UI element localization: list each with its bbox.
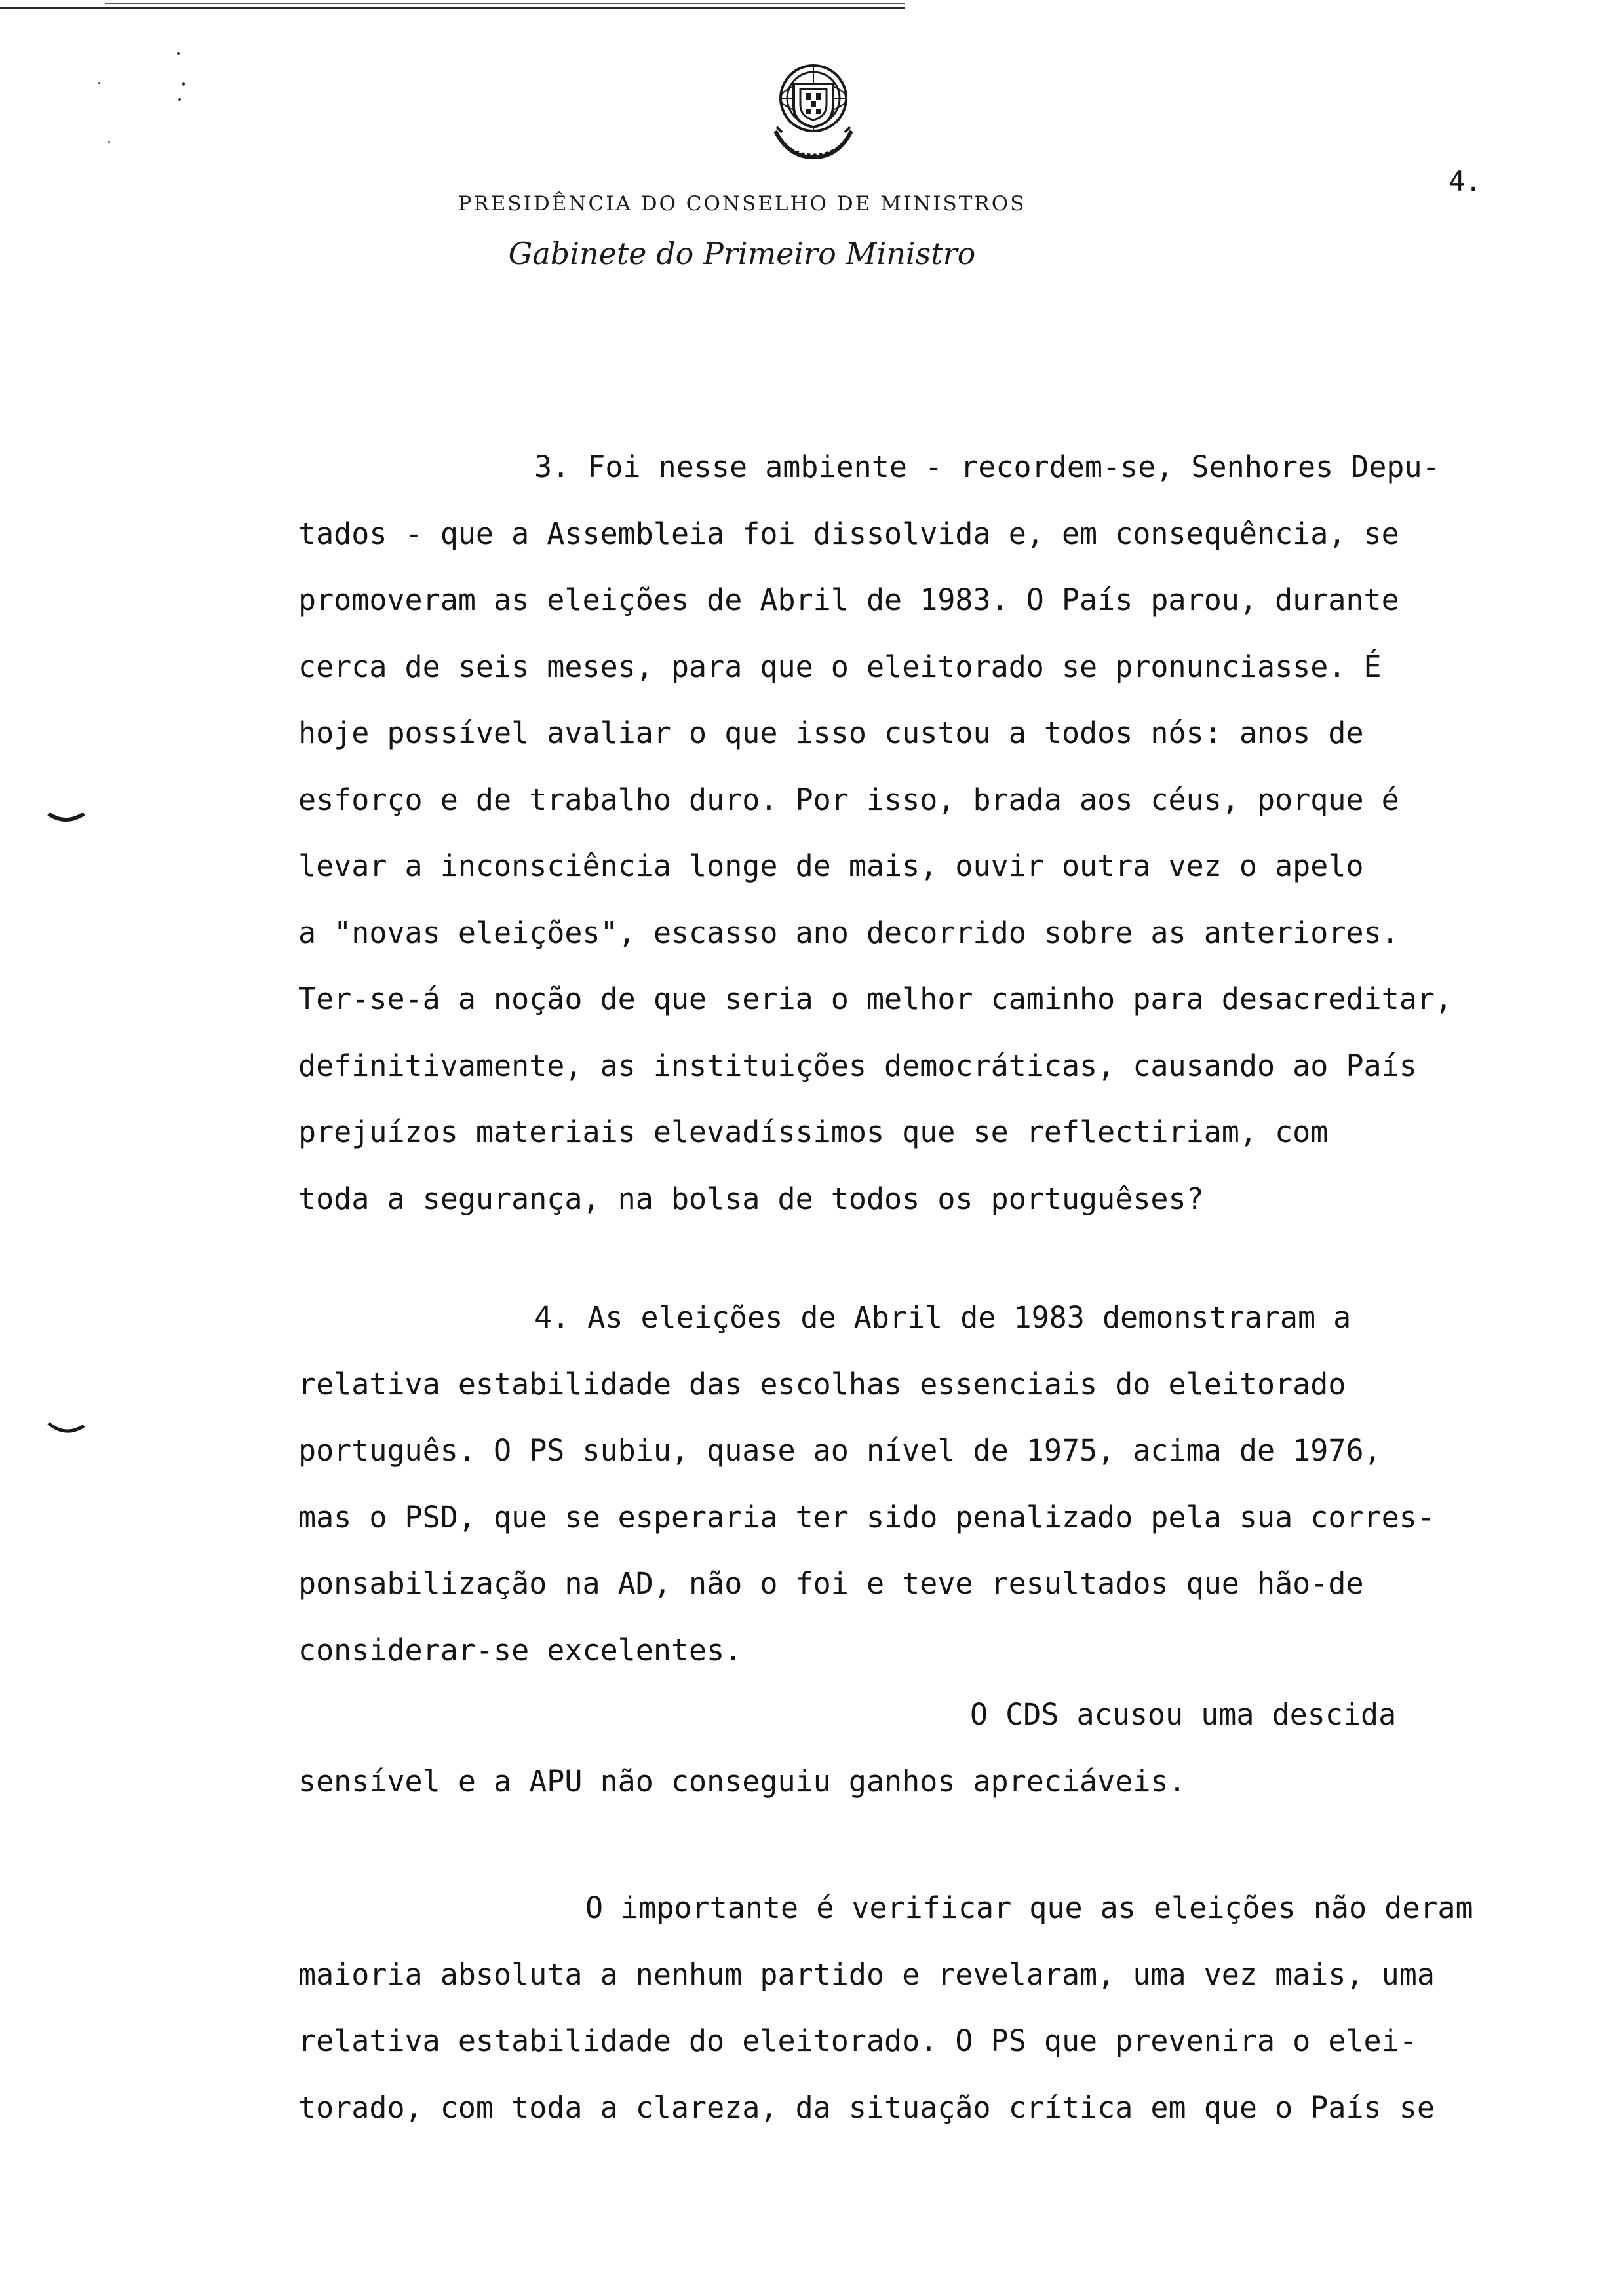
text-line: relativa estabilidade do eleitorado. O PS que prevenira o elei- (298, 2023, 1417, 2058)
text-line: 4. As eleições de Abril de 1983 demonstraram a (534, 1300, 1352, 1335)
margin-mark (47, 1422, 85, 1435)
paragraph-4 (298, 1284, 1583, 1683)
text-line: maioria absoluta a nenhum partido e revelaram, uma vez mais, uma (298, 1957, 1435, 1992)
text-line: Ter-se-á a noção de que seria o melhor caminho para desacreditar, (298, 982, 1452, 1016)
text-line: considerar-se excelentes. (298, 1632, 743, 1668)
text-line: O importante é verificar que as eleições não deram (585, 1890, 1473, 1925)
text-line: O CDS acusou uma descida (970, 1697, 1397, 1732)
text-line: português. O PS subiu, quase ao nível de 1975, acima de 1976, (298, 1433, 1382, 1468)
text-line: ponsabilização na AD, não o foi e teve resultados que hão-de (298, 1566, 1364, 1601)
text-line: definitivamente, as instituições democráticas, causando ao País (298, 1048, 1417, 1083)
letterhead-title: PRESIDÊNCIA DO CONSELHO DE MINISTROS (457, 192, 1026, 216)
text-line: sensível e a APU não conseguiu ganhos apreciáveis. (298, 1763, 1186, 1799)
text-line: promoveram as eleições de Abril de 1983. O País parou, durante (298, 583, 1399, 617)
scan-speck (177, 52, 180, 55)
coat-of-arms-emblem (762, 59, 867, 164)
text-line: toda a segurança, na bolsa de todos os portuguêses? (298, 1181, 1204, 1216)
text-line: esforço e de trabalho duro. Por isso, brada aos céus, porque é (298, 782, 1399, 817)
text-line: 3. Foi nesse ambiente - recordem-se, Senhores Depu- (534, 450, 1440, 484)
text-line: hoje possível avaliar o que isso custou a todos nós: anos de (298, 716, 1364, 750)
text-line: prejuízos materiais elevadíssimos que se reflectiriam, com (298, 1115, 1329, 1149)
top-rule (0, 7, 905, 9)
text-line: levar a inconsciência longe de mais, ouvir outra vez o apelo (298, 849, 1364, 883)
scan-speck (182, 82, 185, 86)
letterhead-subtitle: Gabinete do Primeiro Ministro (508, 236, 976, 271)
paragraph-3 (298, 434, 1583, 1232)
text-line: torado, com toda a clareza, da situação crítica em que o País se (298, 2090, 1435, 2125)
margin-mark (47, 811, 85, 824)
text-line: mas o PSD, que se esperaria ter sido penalizado pela sua corres- (298, 1499, 1435, 1535)
paragraph-5 (298, 1875, 1583, 2141)
text-line: relativa estabilidade das escolhas essenciais do eleitorado (298, 1366, 1346, 1402)
top-scan-edge (105, 3, 905, 4)
scan-speck (178, 98, 181, 101)
scan-speck (108, 141, 110, 143)
text-line: tados - que a Assembleia foi dissolvida e, em consequência, se (298, 516, 1399, 551)
text-line: a "novas eleições", escasso ano decorrido sobre as anteriores. (298, 915, 1399, 950)
scan-speck (98, 82, 100, 84)
paragraph-4-continuation (298, 1681, 1583, 1814)
page-number: 4. (1449, 165, 1482, 197)
text-line: cerca de seis meses, para que o eleitorado se pronunciasse. É (298, 649, 1382, 684)
